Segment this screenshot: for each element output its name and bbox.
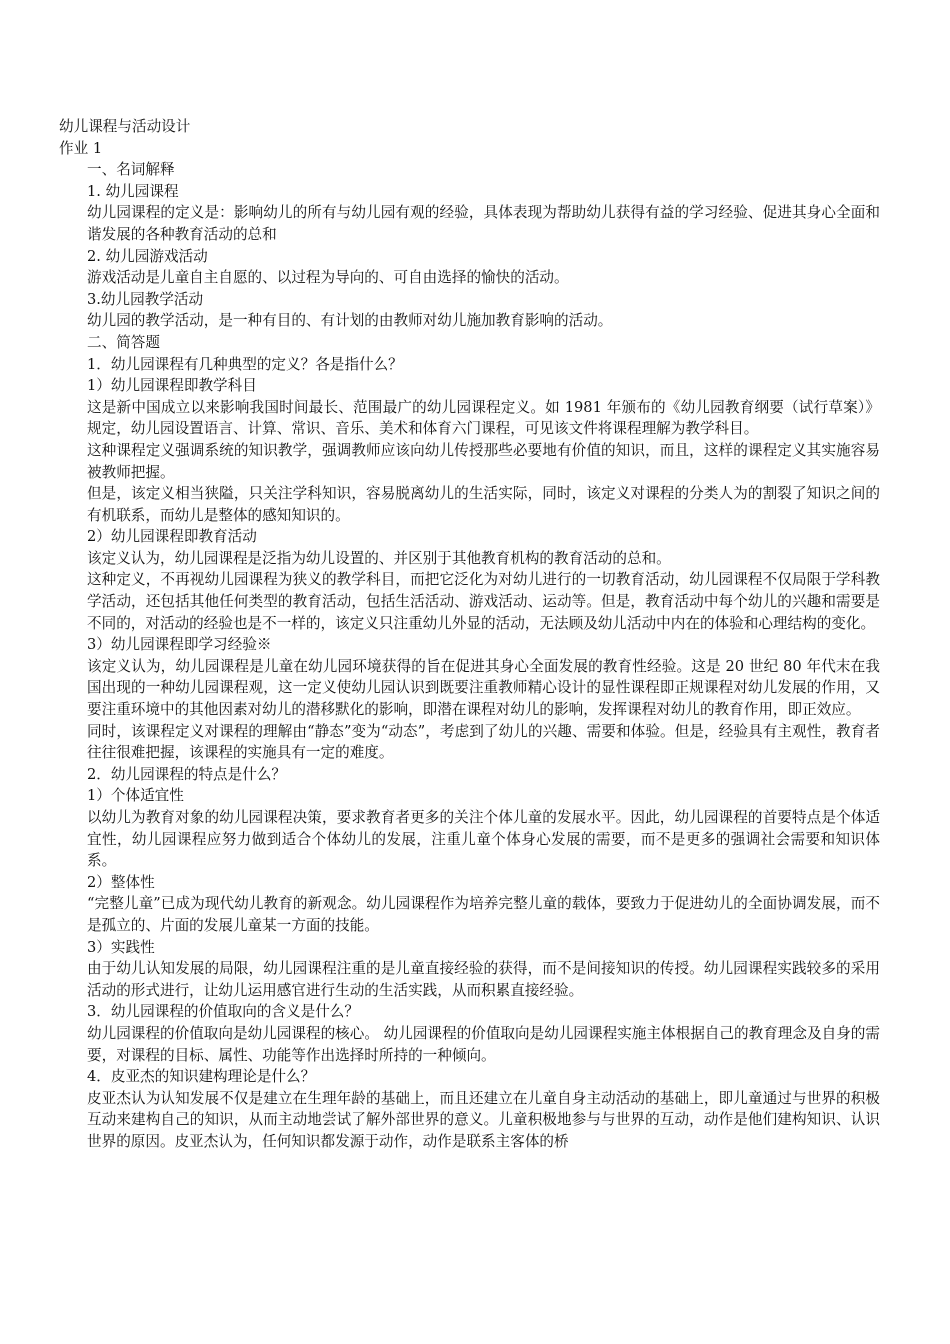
question-heading: 4．皮亚杰的知识建构理论是什么？: [87, 1068, 316, 1086]
question-heading: 1．幼儿园课程有几种典型的定义？各是指什么？: [87, 355, 403, 373]
answer-paragraph: “完整儿童”已成为现代幼儿教育的新观念。幼儿园课程作为培养完整儿童的载体，要致力于促进幼儿的全面协调发展，而不是孤立的、片面的发展儿童某一方面的技能。: [87, 895, 880, 934]
answer-paragraph: 但是，该定义相当狭隘，只关注学科知识，容易脱离幼儿的生活实际，同时，该定义对课程的分类人为的割裂了知识之间的有机联系，而幼儿是整体的感知知识的。: [87, 485, 880, 524]
assignment-label: 作业 1: [59, 139, 103, 157]
answer-subheading: 2）整体性: [87, 873, 155, 891]
term-heading: 2. 幼儿园游戏活动: [87, 247, 208, 265]
answer-paragraph: 该定义认为，幼儿园课程是儿童在幼儿园环境获得的旨在促进其身心全面发展的教育性经验。这是 20 世纪 80 年代末在我国出现的一种幼儿园课程观，这一定义使幼儿园认识到既要注重教师精心设计的显性课程即正规课程对幼儿发展的作用，又要注重环境中的其他因素对幼儿的潜移默化的影响，即潜在课程对幼儿的影响，发挥课程对幼儿的教育作用，即正效应。: [87, 657, 880, 719]
answer-subheading: 1）个体适宜性: [87, 787, 184, 805]
answer-paragraph: 幼儿园课程的价值取向是幼儿园课程的核心。 幼儿园课程的价值取向是幼儿园课程实施主体根据自己的教育理念及自身的需要，对课程的目标、属性、功能等作出选择时所持的一种倾向。: [87, 1024, 880, 1064]
document-title: 幼儿课程与活动设计: [59, 118, 191, 135]
document-page: [59, 116, 880, 1153]
answer-paragraph: 这种课程定义强调系统的知识教学，强调教师应该向幼儿传授那些必要地有价值的知识，而且，这样的课程定义其实施容易被教师把握。: [87, 441, 880, 481]
answer-subheading: 3）实践性: [87, 938, 155, 956]
term-heading: 3.幼儿园教学活动: [87, 290, 204, 308]
answer-subheading: 2）幼儿园课程即教育活动: [87, 528, 257, 546]
answer-paragraph: 同时，该课程定义对课程的理解由“静态”变为“动态”，考虑到了幼儿的兴趣、需要和体验。但是，经验具有主观性，教育者往往很难把握，该课程的实施具有一定的难度。: [87, 722, 880, 762]
answer-paragraph: 这种定义，不再视幼儿园课程为狭义的教学科目，而把它泛化为对幼儿进行的一切教育活动，幼儿园课程不仅局限于学科教学活动，还包括其他任何类型的教育活动，包括生活活动、游戏活动、运动等。但是，教育活动中每个幼儿的兴趣和需要是不同的，对活动的经验也是不一样的，该定义只注重幼儿外显的活动，无法顾及幼儿活动中内在的体验和心理结构的变化。: [87, 571, 880, 632]
section-heading-terms: 一、名词解释: [87, 161, 175, 179]
term-heading: 1. 幼儿园课程: [87, 182, 179, 200]
answer-paragraph: 以幼儿为教育对象的幼儿园课程决策，要求教育者更多的关注个体儿童的发展水平。因此，幼儿园课程的首要特点是个体适宜性，幼儿园课程应努力做到适合个体幼儿的发展，注重儿童个体身心发展的需要，而不是更多的强调社会需要和知识体系。: [87, 809, 880, 870]
answer-paragraph: 皮亚杰认为认知发展不仅是建立在生理年龄的基础上，而且还建立在儿童自身主动活动的基础上，即儿童通过与世界的积极互动来建构自己的知识，从而主动地尝试了解外部世界的意义。儿童积极地参与与世界的互动，动作是他们建构知识、认识世界的原因。皮亚杰认为，任何知识都发源于动作，动作是联系主客体的桥: [87, 1089, 880, 1150]
question-heading: 3．幼儿园课程的价值取向的含义是什么？: [87, 1003, 359, 1021]
answer-paragraph: 该定义认为，幼儿园课程是泛指为幼儿设置的、并区别于其他教育机构的教育活动的总和。: [87, 549, 671, 567]
term-definition: 幼儿园课程的定义是：影响幼儿的所有与幼儿园有观的经验，具体表现为帮助幼儿获得有益的学习经验、促进其身心全面和谐发展的各种教育活动的总和: [87, 204, 880, 243]
answer-paragraph: 由于幼儿认知发展的局限，幼儿园课程注重的是儿童直接经验的获得，而不是间接知识的传授。幼儿园课程实践较多的采用活动的形式进行，让幼儿运用感官进行生动的生活实践，从而积累直接经验。: [87, 960, 880, 999]
answer-paragraph: 这是新中国成立以来影响我国时间最长、范围最广的幼儿园课程定义。如 1981 年颁布的《幼儿园教育纲要（试行草案）》规定，幼儿园设置语言、计算、常识、音乐、美术和体育六门课程，可见该文件将课程理解为教学科目。: [87, 398, 880, 438]
question-heading: 2．幼儿园课程的特点是什么？: [87, 765, 287, 783]
answer-subheading: 1）幼儿园课程即教学科目: [87, 377, 257, 395]
section-heading-questions: 二、简答题: [87, 333, 160, 351]
term-definition: 幼儿园的教学活动，是一种有目的、有计划的由教师对幼儿施加教育影响的活动。: [87, 312, 613, 330]
answer-subheading: 3）幼儿园课程即学习经验※: [87, 636, 272, 654]
term-definition: 游戏活动是儿童自主自愿的、以过程为导向的、可自由选择的愉快的活动。: [87, 269, 569, 287]
